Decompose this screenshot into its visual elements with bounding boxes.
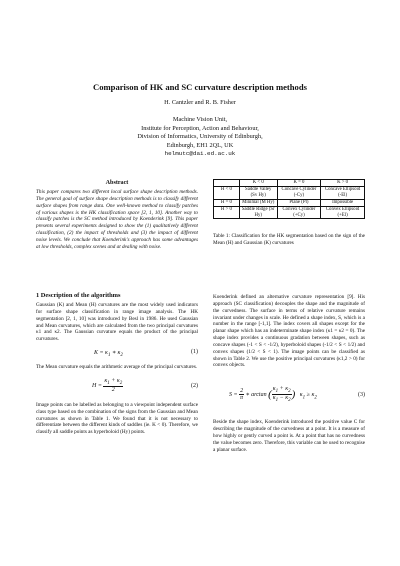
equation-number: (3) — [358, 392, 365, 399]
paragraph: Koenderink defined an alternative curvature representation [9]. His approach (SC classification) decouples the shape and the magnitude of the curvedness. The surface in terms of relative curvature remains invariant under changes in scale. He defined a shape index, S, which is a number in the range [-1,1]. The index covers all shapes except for the planar shape which has an indeterminate shape index (κ1 = κ2 = 0). The shape index provides a continuous gradation between shapes, such as concave shapes (-1 < S < -1/2), hyperboloid shapes (-1/2 < S < 1/2) and convex shapes (1/2 < S < 1). The image points can be classified as shown in Table 2. We use the positive principal curvatures (κ1,2 > 0) for convex objects. — [213, 294, 365, 369]
abstract-text: This paper compares two different local surface shape description methods. The general goal of surface shape description methods is to classify different surface shapes from range data. One well-known method to classify patches of various shapes is the HK classification space [2, 1, 10]. Another way to classify patches is the SC method introduced by Koenderink [9]. This paper presents several experiments designed to show the (1) qualitatively different classification, (2) the impact of thresholds and (3) the impact of different noise levels. We conclude that Koenderink's approach has some advantages at low thresholds, complex scenes and at dealing with noise. — [36, 189, 198, 250]
paragraph: Beside the shape index, Koenderink introduced the positive value C for describing the magnitude of the curvedness at a point. It is a measure of how highly or gently curved a point is. At a point that has no curvedness the value becomes zero. Therefore, this variable can be used to recognise a planar surface. — [213, 419, 365, 453]
equation-number: (1) — [191, 349, 198, 356]
affiliation-line: Edinburgh, EH1 2QL, UK — [166, 141, 234, 149]
section-1 — [36, 292, 198, 436]
abstract-heading: Abstract — [105, 180, 129, 186]
table-cell: Impossible — [321, 199, 365, 206]
table-cell: Convex Cylinder (+Cy) — [277, 206, 321, 219]
table-header — [214, 180, 240, 187]
table-row — [214, 199, 365, 206]
table-cell: Concave Ellipsoid (-El) — [321, 186, 365, 199]
table-cell: Concave Cylinder (-Cy) — [277, 186, 321, 199]
table-header: K = 0 — [277, 180, 321, 187]
hk-classification-table — [213, 179, 365, 219]
section-heading: 1 Description of the algorithms — [36, 292, 121, 299]
right-column-text — [213, 294, 365, 454]
affiliation-line: Machine Vision Unit, — [172, 116, 228, 123]
table-header: K > 0 — [321, 180, 365, 187]
table-cell: Minimal (M Hy) — [239, 199, 277, 206]
table-cell: H < 0 — [214, 186, 240, 199]
equation-3: S = $\frac{2}{\pi}$ ∗ arctan ( $\frac{\kappa_1 + \kappa_2}{\kappa_1 - \kappa_2}$ ) $\kappa_1 \ge \kappa_2$ (3) — [229, 386, 365, 404]
paragraph: The Mean curvature equals the arithmetic average of the principal curvatures. — [36, 364, 198, 371]
table-row — [214, 206, 365, 219]
table-caption: Table 1: Classification for the HK segmentation based on the sign of the Mean (H) and Gaussian (K) curvatures — [213, 233, 365, 247]
email: helmutc@dai.ed.ac.uk — [164, 150, 236, 157]
equation-2: H = $\frac{\kappa_1 + \kappa_2}{2}$ (2) — [92, 377, 198, 394]
equation-1: $K = \kappa_1$ ∗ $\kappa_2$ (1) — [94, 349, 198, 359]
table-row — [214, 186, 365, 199]
paragraph: Gaussian (K) and Mean (H) curvatures are the most widely used indicators for surface shape classification in range image analysis. The HK segmentation [2, 1, 10] was introduced by Besl in 1986. He used Gaussian and Mean curvatures, which are calculated from the two principal curvatures κ1 and κ2. The Gaussian curvature equals the product of the principal curvatures. — [36, 302, 198, 343]
table-1-block — [213, 179, 365, 247]
affiliation — [0, 116, 400, 159]
table-cell: Saddle Ridge (Sr Hy) — [239, 206, 277, 219]
paragraph: Image points can be labelled as belonging to a viewpoint independent surface class type based on the combination of the signs from the Gaussian and Mean curvatures as shown in Table 1. We found that it is not necessary to differentiate between the different kinds of saddles (ie. K < 0). Therefore, we classify all saddle points as hyperboloid (Hy) points. — [36, 401, 198, 436]
authors: H. Cantzler and R. B. Fisher — [164, 99, 236, 106]
table-cell: H > 0 — [214, 206, 240, 219]
table-header: K < 0 — [239, 180, 277, 187]
table-cell: H = 0 — [214, 199, 240, 206]
table-cell: Plane (Pl) — [277, 199, 321, 206]
table-cell: Saddle Valley (Sv Hy) — [239, 186, 277, 199]
abstract-block — [36, 180, 198, 251]
table-cell: Convex Ellipsoid (+El) — [321, 206, 365, 219]
affiliation-line: Institute for Perception, Action and Behaviour, — [141, 124, 259, 132]
equation-number: (2) — [191, 382, 198, 389]
paper-title: Comparison of HK and SC curvature description methods — [93, 82, 307, 92]
affiliation-line: Division of Informatics, University of Edinburgh, — [137, 133, 263, 140]
